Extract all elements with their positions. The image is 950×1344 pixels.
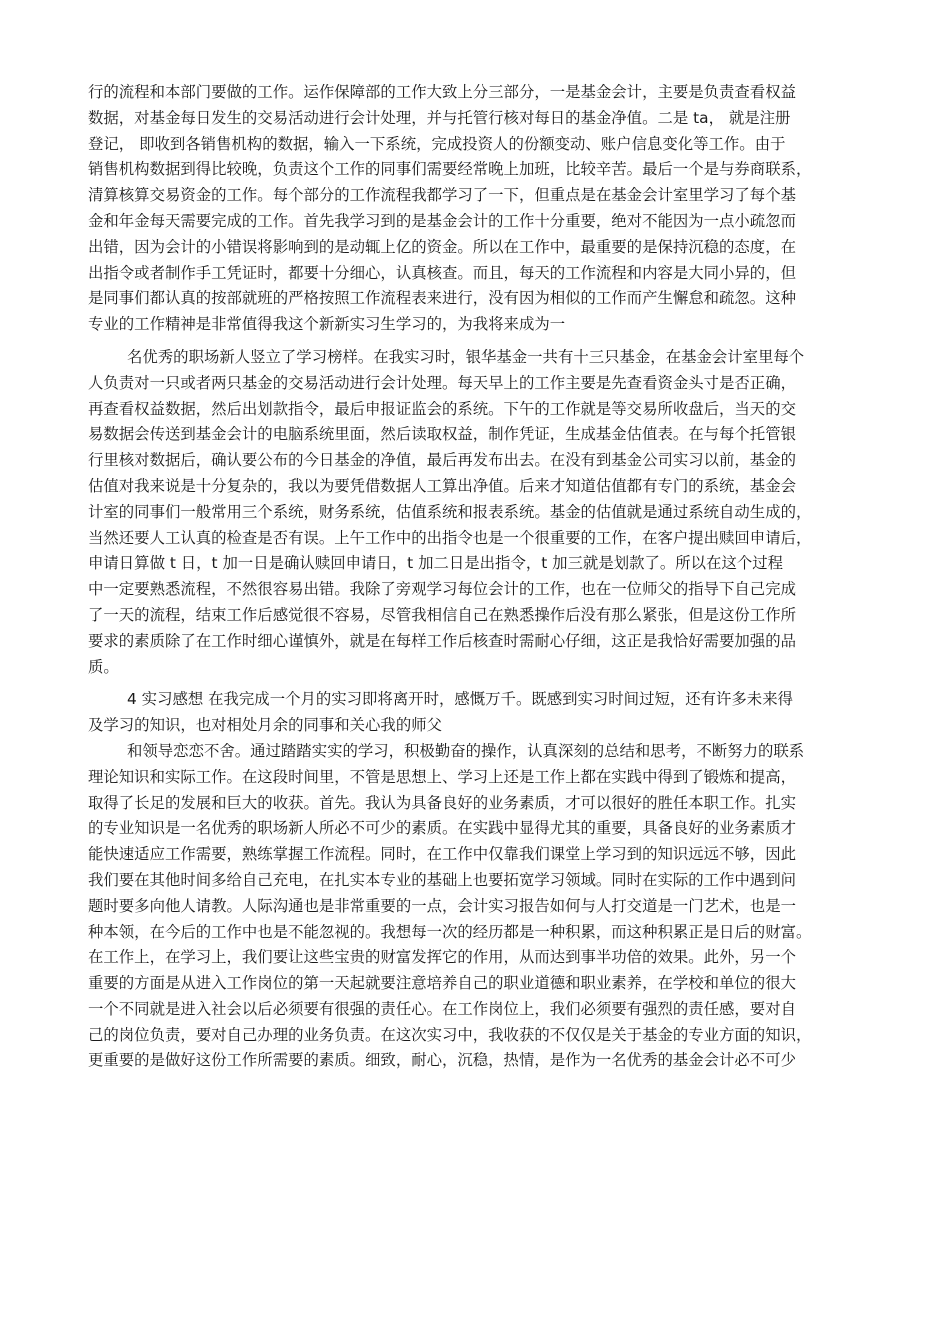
text-line: 出错，因为会计的小错误将影响到的是动辄上亿的资金。所以在工作中，最重要的是保持沉稳的态度，在: [88, 237, 796, 256]
text-line: 是同事们都认真的按部就班的严格按照工作流程表来进行，没有因为相似的工作而产生懈怠和疏忽。这种: [88, 289, 796, 308]
text-line: 金和年金每天需要完成的工作。首先我学习到的是基金会计的工作十分重要，绝对不能因为一点小疏忽而: [88, 211, 796, 230]
text-line: 及学习的知识，也对相处月余的同事和关心我的师父: [88, 716, 442, 735]
text-line: 易数据会传送到基金会计的电脑系统里面，然后读取权益，制作凭证，生成基金估值表。在与每个托管银: [88, 425, 796, 444]
text-line: 人负责对一只或者两只基金的交易活动进行会计处理。每天早上的工作主要是先查看资金头寸是否正确，: [88, 373, 796, 392]
text-line: 了一天的流程，结束工作后感觉很不容易，尽管我相信自己在熟悉操作后没有那么紧张，但是这份工作所: [88, 605, 796, 624]
text-line: 题时要多向他人请教。人际沟通也是非常重要的一点，会计实习报告如何与人打交道是一门艺术，也是一: [88, 896, 796, 915]
paragraph-internship-reflections: [88, 687, 888, 739]
text-line: 和领导恋恋不舍。通过踏踏实实的学习，积极勤奋的操作，认真深刻的总结和思考，不断努力的联系: [127, 741, 805, 760]
text-line: 行的流程和本部门要做的工作。运作保障部的工作大致上分三部分，一是基金会计，主要是负责查看权益: [88, 83, 796, 101]
text-line: 销售机构数据到得比较晚，负责这个工作的同事们需要经常晚上加班，比较辛苦。最后一个是与券商联系，: [88, 160, 812, 179]
text-line: 专业的工作精神是非常值得我这个新新实习生学习的，为我将来成为一: [88, 315, 566, 334]
text-line: 计室的同事们一般常用三个系统，财务系统，估值系统和报表系统。基金的估值就是通过系统自动生成的，: [88, 502, 812, 521]
text-line: 能快速适应工作需要，熟练掌握工作流程。同时，在工作中仅靠我们课堂上学习到的知识远远不够，因此: [88, 845, 796, 864]
text-line: 质。: [88, 657, 119, 676]
text-line: 重要的方面是从进入工作岗位的第一天起就要注意培养自己的职业道德和职业素养，在学校和单位的很大: [88, 974, 796, 993]
paragraph-lessons-learned: [88, 739, 888, 1074]
text-line: 登记， 即收到各销售机构的数据，输入一下系统，完成投资人的份额变动、账户信息变化等工作。由于: [88, 134, 786, 153]
text-line: 4 实习感想 在我完成一个月的实习即将离开时，感慨万千。既感到实习时间过短，还有许多未来得: [127, 690, 793, 709]
paragraph-fund-accounting: [88, 345, 888, 680]
text-line: 理论知识和实际工作。在这段时间里，不管是思想上、学习上还是工作上都在实践中得到了锻炼和提高，: [88, 767, 796, 786]
text-line: 己的岗位负责，要对自己办理的业务负责。在这次实习中，我收获的不仅仅是关于基金的专业方面的知识，: [88, 1025, 812, 1044]
text-line: 名优秀的职场新人竖立了学习榜样。在我实习时，银华基金一共有十三只基金，在基金会计室里每个: [127, 347, 805, 366]
text-line: 要求的素质除了在工作时细心谨慎外，就是在每样工作后核查时需耐心仔细，这正是我恰好需要加强的品: [88, 631, 796, 650]
paragraph-operations-department: [88, 80, 888, 338]
text-line: 中一定要熟悉流程，不然很容易出错。我除了旁观学习每位会计的工作，也在一位师父的指导下自己完成: [88, 580, 796, 599]
text-line: 出指令或者制作手工凭证时，都要十分细心，认真核查。而且，每天的工作流程和内容是大同小异的，但: [88, 263, 796, 282]
text-line: 数据，对基金每日发生的交易活动进行会计处理，并与托管行核对每日的基金净值。二是 ta， 就是注册: [88, 108, 791, 127]
text-line: 清算核算交易资金的工作。每个部分的工作流程我都学习了一下，但重点是在基金会计室里学习了每个基: [88, 186, 796, 205]
text-line: 更重要的是做好这份工作所需要的素质。细致，耐心，沉稳，热情，是作为一名优秀的基金会计必不可少: [88, 1051, 796, 1070]
text-line: 申请日算做 t 日，t 加一日是确认赎回申请日，t 加二日是出指令，t 加三就是划款了。所以在这个过程: [88, 554, 784, 573]
document-body: [88, 80, 888, 1074]
text-line: 当然还要人工认真的检查是否有误。上午工作中的出指令也是一个很重要的工作，在客户提出赎回申请后，: [88, 528, 812, 547]
text-line: 行里核对数据后，确认要公布的今日基金的净值，最后再发布出去。在没有到基金公司实习以前，基金的: [88, 451, 796, 470]
text-line: 估值对我来说是十分复杂的，我以为要凭借数据人工算出净值。后来才知道估值都有专门的系统，基金会: [88, 476, 796, 495]
text-line: 再查看权益数据，然后出划款指令，最后申报证监会的系统。下午的工作就是等交易所收盘后，当天的交: [88, 399, 796, 418]
text-line: 种本领，在今后的工作中也是不能忽视的。我想每一次的经历都是一种积累，而这种积累正是日后的财富。: [88, 922, 812, 941]
text-line: 一个不同就是进入社会以后必须要有很强的责任心。在工作岗位上，我们必须要有强烈的责任感，要对自: [88, 999, 796, 1018]
text-line: 我们要在其他时间多给自己充电，在扎实本专业的基础上也要拓宽学习领域。同时在实际的工作中遇到问: [88, 870, 796, 889]
text-line: 的专业知识是一名优秀的职场新人所必不可少的素质。在实践中显得尤其的重要，具备良好的业务素质才: [88, 819, 796, 838]
text-line: 在工作上，在学习上，我们要让这些宝贵的财富发挥它的作用，从而达到事半功倍的效果。此外，另一个: [88, 948, 796, 967]
text-line: 取得了长足的发展和巨大的收获。首先。我认为具备良好的业务素质，才可以很好的胜任本职工作。扎实: [88, 793, 796, 812]
